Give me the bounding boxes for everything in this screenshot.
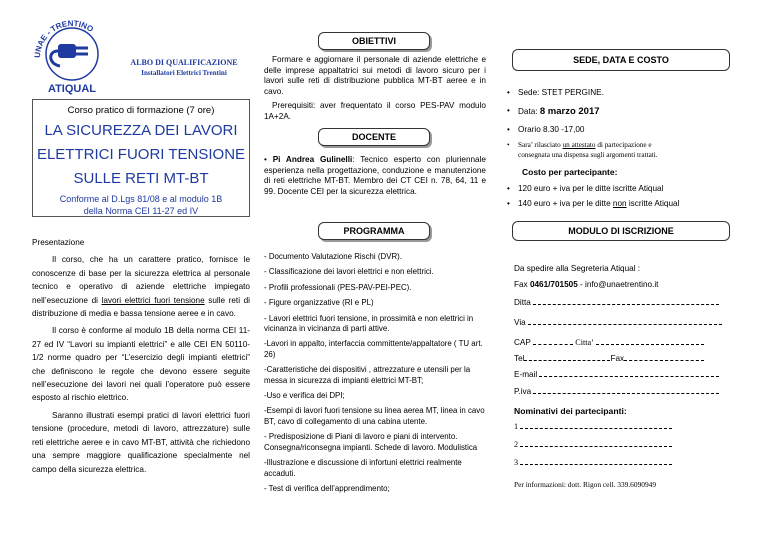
data-item: • Data: 8 marzo 2017: [508, 106, 600, 117]
nominativo-2[interactable]: 2: [514, 440, 672, 449]
course-title-line: ELETTRICI FUORI TENSIONE: [36, 146, 246, 163]
docente-body: : Tecnico esperto con pluriennale esperienza nella progettazione, conduzione e manutenzione di reti elettriche MT-BT. Membro dei CT CEI n. 78, 64, 11 e 99. Docente CEI per la sicurezza elettrica.: [264, 155, 486, 196]
nominativo-1-input[interactable]: [520, 428, 672, 429]
logo-area: [30, 8, 252, 96]
presentation-heading: Presentazione: [32, 238, 85, 247]
p1-text-end: sulle reti di distribuzione di media e bassa tensione aeree e in cavo.: [32, 295, 250, 319]
fax-line: Fax 0461/701505 - info@unaetrentino.it: [514, 280, 659, 289]
ditta-input[interactable]: [533, 304, 719, 305]
course-title-line: LA SICUREZZA DEI LAVORI: [44, 122, 238, 139]
programma-list: [264, 252, 486, 499]
programma-item: - Profili professionali (PES-PAV-PEI-PEC).: [264, 282, 412, 292]
programma-item: -Esempi di lavori fuori tensione su linea aerea MT, linea in cavo BT, cavo di collegamento di una cabina utente.: [264, 406, 485, 426]
email-input[interactable]: [539, 376, 719, 377]
sede-header: SEDE, DATA E COSTO: [512, 49, 730, 71]
albo-title: ALBO DI QUALIFICAZIONE: [130, 58, 238, 67]
programma-item: - Documento Valutazione Rischi (DVR).: [264, 252, 402, 261]
fax-input[interactable]: [624, 360, 704, 361]
costo-item-2: • 140 euro + iva per le ditte non iscritte Atiqual: [508, 199, 679, 208]
orario-item: • Orario 8.30 -17,00: [508, 125, 584, 134]
ditta-field[interactable]: Ditta: [514, 298, 719, 307]
atiqual-logo-icon: [30, 8, 114, 96]
albo-block: [116, 58, 252, 77]
conformity-line: Conforme al D.Lgs 81/08 e al modulo 1B: [59, 194, 223, 204]
programma-item: - Figure organizzative (RI e PL): [264, 298, 374, 308]
spedire-text: Da spedire alla Segreteria Atiqual :: [514, 264, 641, 273]
costo-item-1: • 120 euro + iva per le ditte iscritte Atiqual: [508, 184, 663, 193]
obiettivi-header: OBIETTIVI: [318, 32, 430, 50]
nominativo-3-input[interactable]: [520, 464, 672, 465]
email-field[interactable]: E-mail: [514, 370, 719, 379]
p1-underlined: lavori elettrici fuori tensione: [101, 295, 205, 305]
course-title-box: [32, 99, 250, 217]
piva-input[interactable]: [533, 393, 719, 394]
logo-arc-text: UNAE - TRENTINO: [32, 18, 95, 59]
programma-item: - Classificazione dei lavori elettrici e non elettrici.: [264, 267, 434, 277]
left-column: [30, 8, 252, 96]
tel-input[interactable]: [524, 360, 610, 361]
sede-item: • Sede: STET PERGINE.: [508, 88, 604, 97]
presentation-section: [32, 236, 250, 476]
presentation-paragraph-1: [32, 253, 250, 320]
programma-item: - Test di verifica dell’apprendimento;: [264, 483, 390, 493]
docente-name: Pi Andrea Gulinelli: [272, 155, 353, 164]
course-type: Corso pratico di formazione (7 ore): [67, 105, 215, 116]
p1-text: Il corso, che ha un carattere pratico, fornisce le conoscenze di base per la sicurezza elettrica al personale tecnico e operativo di aziende elettriche impiegato nell’esecuzione di: [32, 255, 250, 305]
docente-header: DOCENTE: [318, 128, 430, 146]
piva-field[interactable]: P.iva: [514, 387, 719, 396]
conformity-line: della Norma CEI 11-27 ed IV: [83, 206, 199, 216]
obiettivi-text: [264, 55, 486, 122]
cap-citta-field[interactable]: CAP Citta’: [514, 338, 704, 347]
course-conformity: [33, 193, 249, 217]
data-value: 8 marzo 2017: [539, 106, 600, 117]
costo-heading: Costo per partecipante:: [522, 167, 618, 177]
cap-input[interactable]: [533, 344, 573, 345]
course-title: [33, 119, 249, 191]
presentation-paragraph-3: Saranno illustrati esempi pratici di lavori elettrici fuori tensione (procedure, metodi di lavoro, attrezzature) sulle reti elettriche aeree e in cavo MT-BT, attività che richiedono una sempre maggiore qualificazione specialmente nel campo della sicurezza elettrica.: [32, 410, 250, 474]
citta-input[interactable]: [596, 344, 704, 345]
programma-item: -Lavori in appalto, interfaccia committente/appaltatore ( TU art. 26): [264, 339, 483, 359]
programma-item: -Illustrazione e discussione di infortuni elettrici realmente accaduti.: [264, 458, 462, 478]
programma-header: PROGRAMMA: [318, 222, 430, 240]
via-field[interactable]: Via: [514, 318, 722, 327]
nominativo-1[interactable]: 1: [514, 422, 672, 431]
prerequisiti: Prerequisiti: aver frequentato il corso PES-PAV modulo 1A+2A.: [264, 101, 486, 121]
programma-item: -Caratteristiche dei dispositivi , attrezzature e utensili per la messa in sicurezza di impianti elettrici MT-BT;: [264, 365, 471, 385]
attestato-item: • Sara’ rilasciato un attestato di partecipazione e consegnata una dispensa sugli argomenti trattati.: [508, 141, 658, 160]
albo-subtitle: Installatori Elettrici Trentini: [141, 69, 227, 77]
presentation-paragraph-2: Il corso è conforme al modulo 1B della norma CEI 11-27 ed IV “Lavori su impianti elettrici” e alle CEI EN 50110-1/2 norme quadro per “L’esercizio degli impianti elettrici” che definiscono le regole che devono essere seguite nell’esecuzione dei lavori nei quali l’operatore può essere esposto al rischio elettrico.: [32, 326, 250, 403]
via-input[interactable]: [528, 324, 722, 325]
programma-item: - Predisposizione di Piani di lavoro e piani di intervento. Consegna/riconsegna impianti. Schede di lavoro. Modulistica: [264, 432, 478, 452]
programma-item: - Lavori elettrici fuori tensione, in prossimità e non elettrici in vicinanza in vicinanza di parti attive.: [264, 313, 474, 334]
nominativo-2-input[interactable]: [520, 446, 672, 447]
logo-word: ATIQUAL: [47, 83, 97, 95]
programma-item: -Uso e verifica dei DPI;: [264, 391, 345, 401]
obiettivi-body: Formare e aggiornare il personale di aziende elettriche e delle imprese appaltatrici sui metodi di lavoro sicuro per i lavori sulle reti di distribuzione pubblica MT-BT aeree e in cavo.: [264, 55, 486, 96]
modulo-header: MODULO DI ISCRIZIONE: [512, 221, 730, 241]
nominativi-heading: Nominativi dei partecipanti:: [514, 406, 627, 416]
nominativo-3[interactable]: 3: [514, 458, 672, 467]
info-line: Per informazioni: dott. Rigon cell. 339.6090949: [514, 480, 657, 489]
course-title-line: SULLE RETI MT-BT: [73, 170, 209, 187]
tel-fax-field[interactable]: Tel Fax: [514, 354, 704, 363]
fax-number: 0461/701505: [529, 280, 578, 289]
docente-text: • Pi Andrea Gulinelli: Tecnico esperto con pluriennale esperienza nella progettazione, conduzione e manutenzione di reti elettriche MT-BT. Membro dei CT CEI n. 78, 64, 11 e 99. Docente CEI per la sicurezza elettrica.: [264, 155, 486, 196]
